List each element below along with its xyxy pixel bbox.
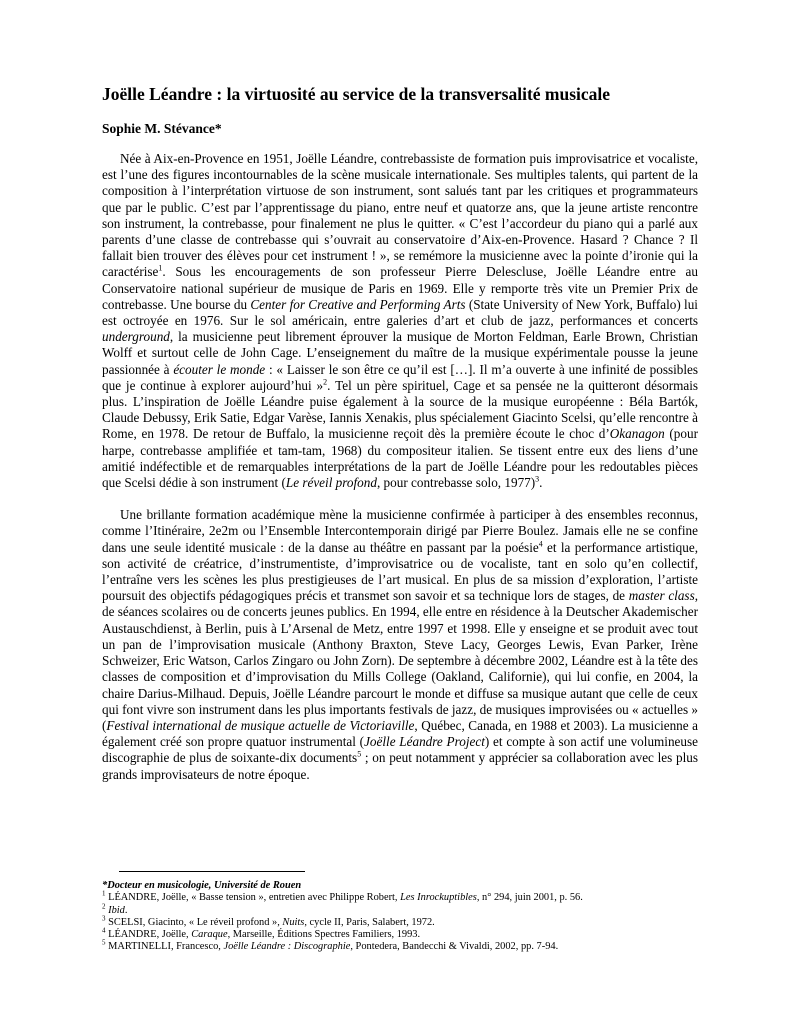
p1-text-run: (pour harpe, contrebasse amplifiée et tam-tam, 1968) du compositeur italien. Se tissent entre eux des liens d’une amitié indéfectible et de remarquables interprétations de la part de Joëlle Léandre pour les redoutables pièces que Scelsi dédie à son instrument ( — [102, 426, 698, 491]
footnote-ref-4: 4 — [538, 539, 543, 549]
footnote-number: 4 — [102, 926, 106, 935]
p2-text-run: et la performance artistique, son activité de créatrice, d’instrumentiste, d’improvisatrice ou de vocaliste, tant en solo qu’en collectif, l’entraîne vers les scènes les plus prestigieuses de l’art musical. En plus de sa mission d’exploration, l’artiste poursuit des objectifs pédagogiques précis et transmet son savoir et sa technique lors de stages, de — [102, 539, 698, 604]
author-name: Sophie M. Stévance* — [102, 121, 222, 136]
footnote-2 — [102, 902, 702, 917]
p2-text-run: ; on peut notamment y apprécier sa collaboration avec les plus grands improvisateurs de notre époque. — [102, 750, 698, 782]
footnote-1 — [102, 889, 702, 904]
footnote-text-run: , Pontedera, Bandecchi & Vivaldi, 2002, pp. 7-94. — [350, 941, 559, 953]
body-paragraph-2 — [102, 507, 698, 782]
p1-text-run: , la musicienne peut librement éprouver la musique de Morton Feldman, Earle Brown, Christian Wolff et surtout celle de John Cage. L’enseignement du maître de la musique expérimentale pousse la jeune passionnée à — [102, 329, 698, 377]
p2-italic-run: Joëlle Léandre Project — [364, 734, 485, 750]
p1-text-run: . — [539, 475, 543, 491]
footnote-ref-3: 3 — [535, 474, 540, 484]
author-affiliation: *Docteur en musicologie, Université de Rouen — [102, 880, 302, 891]
p1-italic-run: Center for Creative and Performing Arts — [250, 296, 466, 312]
p1-text-run: (State University of New York, Buffalo) lui est octroyée en 1976. Sur le sol américain, entre galeries d’art et club de jazz, performances et concerts — [102, 296, 698, 329]
footnote-number: 1 — [102, 889, 106, 898]
footnote-ref-1: 1 — [158, 264, 163, 274]
footnote-text-run: SCELSI, Giacinto, « Le réveil profond », — [105, 916, 283, 928]
footnote-text-run: LÉANDRE, Joëlle, « Basse tension », entretien avec Philippe Robert, — [105, 892, 401, 904]
footnote-5 — [102, 941, 702, 953]
p1-italic-run: Okanagon — [609, 426, 665, 442]
article-body — [102, 151, 698, 783]
footnotes — [102, 880, 702, 954]
footnote-number: 5 — [102, 939, 106, 948]
p1-italic-run: écouter le monde — [173, 361, 266, 377]
p1-text-run: . Tel un père spirituel, Cage et sa pensée ne la quitteront désormais plus. L’inspiration de Joëlle Léandre puise également à la source de la musique européenne : Béla Bartók, Claude Debussy, Erik Satie, Edgar Varèse, Iannis Xenakis, plus spécialement Giacinto Scelsi, qu’elle rencontre à Rome, en 1978. De retour de Buffalo, la musicienne reçoit dès la première écoute le choc d’ — [102, 377, 698, 442]
footnote-italic-run: Les Inrockuptibles — [400, 892, 477, 904]
footnote-ref-2: 2 — [323, 377, 328, 387]
footnote-italic-run: Joëlle Léandre : Discographie — [223, 941, 351, 953]
p2-text-run: , de séances scolaires ou de concerts jeunes publics. En 1994, elle entre en résidence à la Deutscher Akademischer Austauschdienst, à Berlin, puis à L’Arsenal de Metz, entre 1997 et 1998. Elle y enseigne et se produit avec tout un pan de l’improvisation musicale (Anthony Braxton, Steve Lacy, Georges Lewis, Evan Parker, Irène Schweizer, Eric Watson, Carlos Zingaro ou John Zorn). De septembre à décembre 2002, Léandre est à la tête des classes de composition et d’improvisation du Mills College (Oakland, Californie), qui lui confie, en 2004, la chaire Darius-Milhaud. Depuis, Joëlle Léandre parcourt le monde et diffuse sa musique autant que celle de ceux qui font vivre son instrument dans les plus importants festivals de jazz, de musiques improvisées ou « actuelles » ( — [102, 588, 698, 733]
footnote-italic-run: Caraque — [191, 929, 228, 941]
p1-text-run: : « Laisser le son être ce qu’il est […]. Il m’a ouverte à une infinité de possibles que je continue à explorer aujourd’hui » — [102, 361, 698, 393]
p2-italic-run: Festival international de musique actuelle de Victoriaville — [106, 717, 415, 733]
footnote-separator — [119, 871, 305, 872]
article-title: Joëlle Léandre : la virtuosité au service de la transversalité musicale — [102, 84, 611, 104]
p1-text-run: , pour contrebasse solo, 1977) — [376, 475, 536, 491]
footnote-number: 3 — [102, 914, 106, 923]
p2-text-run: ) et compte à son actif une volumineuse discographie de plus de soixante-dix documents — [102, 734, 698, 766]
footnote-text-run: MARTINELLI, Francesco, — [105, 941, 224, 953]
footnote-4 — [102, 926, 702, 941]
p1-italic-run: underground — [102, 329, 170, 345]
p1-italic-run: Le réveil profond — [285, 475, 377, 491]
footnote-text-run: , Marseille, Éditions Spectres Familiers, 1993. — [227, 929, 421, 941]
footnote-number: 2 — [102, 902, 106, 911]
footnote-text-run: . — [124, 904, 128, 916]
footnote-3 — [102, 914, 702, 929]
p2-italic-run: master class — [628, 588, 695, 604]
p2-text-run: , Québec, Canada, en 1988 et 2003). La musicienne a également créé son propre quatuor instrumental ( — [102, 717, 699, 750]
footnote-italic-run: Nuits — [282, 916, 305, 928]
p1-text-run: . Sous les encouragements de son professeur Pierre Delescluse, Joëlle Léandre entre au Conservatoire national supérieur de musique de Paris en 1969. Elle y remporte très vite un Premier Prix de contrebasse. Une bourse du — [102, 264, 698, 312]
footnote-text-run: , cycle II, Paris, Salabert, 1972. — [304, 916, 435, 928]
footnote-list — [102, 889, 702, 953]
footnote-text-run: , n° 294, juin 2001, p. 56. — [476, 892, 583, 904]
footnote-text-run: LÉANDRE, Joëlle, — [105, 929, 192, 941]
footnote-italic-run: Ibid — [108, 904, 125, 916]
p2-text-run: Une brillante formation académique mène la musicienne confirmée à participer à des ensembles reconnus, comme l’Itinéraire, 2e2m ou l’Ensemble Intercontemporain dirigé par Pierre Boulez. Jamais elle ne se confine dans une seule identité musicale : de la danse au théâtre en passant par la poésie — [102, 507, 698, 555]
body-paragraph-1 — [102, 151, 698, 491]
p1-text-run: Née à Aix-en-Provence en 1951, Joëlle Léandre, contrebassiste de formation puis improvisatrice et vocaliste, est l’une des figures incontournables de la scène musicale internationale. Ses multiples talents, qui partent de la composition à l’interprétation virtuose de son instrument, sont salués tant par les critiques et programmateurs que par le public. C’est par l’apprentissage du piano, entre neuf et quatorze ans, que la jeune artiste rencontre son instrument, la contrebasse, pour finalement ne plus le quitter. « C’est l’accordeur du piano qui a parlé aux parents d’une classe de contrebasse qui s’ouvrait au conservatoire d’Aix-en-Provence. Hasard ? Chance ? Il fallait bien trouver des élèves pour cet instrument ! », se remémore la musicienne avec la pointe d’ironie qui la caractérise — [102, 151, 698, 280]
footnote-ref-5: 5 — [357, 749, 362, 759]
